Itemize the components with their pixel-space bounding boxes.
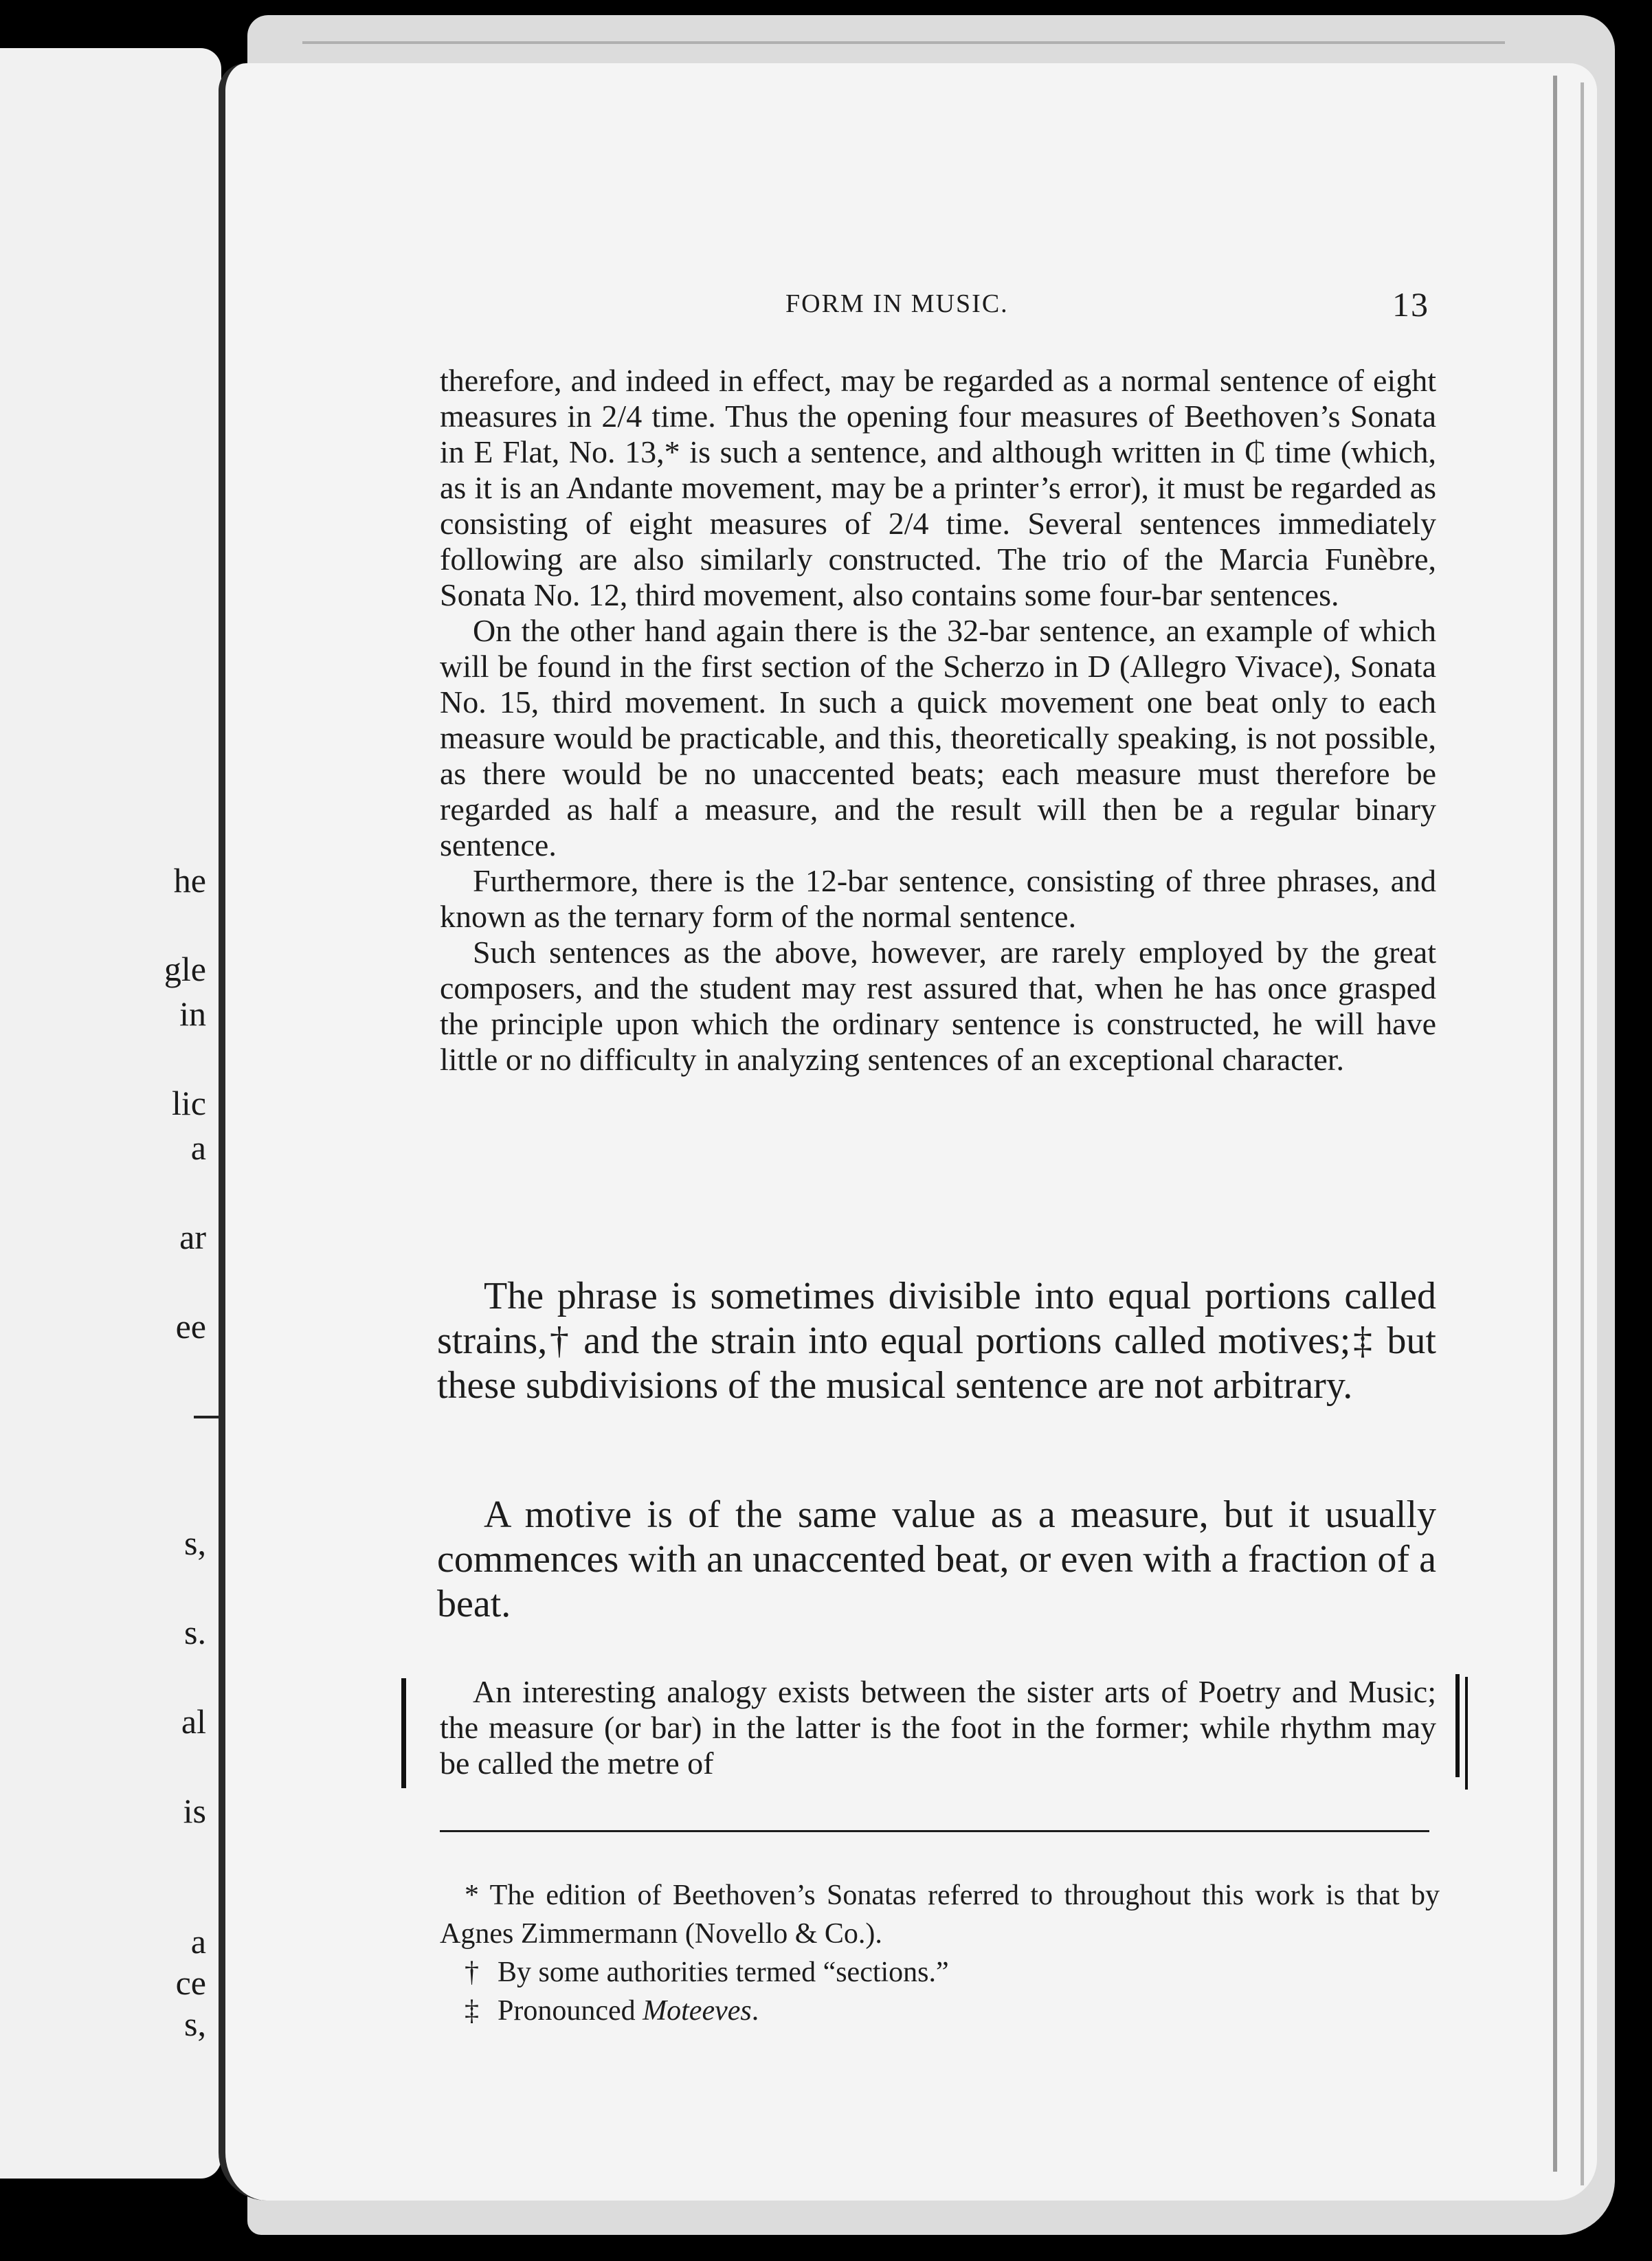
margin-bar <box>1455 1674 1460 1777</box>
footnote-mark: ‡ <box>465 1995 479 2027</box>
paragraph: therefore, and indeed in effect, may be regarded as a normal sentence of eight measures in 2/4 time. Thus the opening four measures of Beethoven’s Sonata in E Flat, No. 13,* is such a sentence, and although written in ₵ time (which, as it is an Andante movement, may be a printer’s error), it must be regarded as consisting of eight measures of 2/4 time. Several sentences immediately following are also similarly constructed. The trio of the Marcia Funèbre, Sonata No. 12, third movement, also contains some four-bar sentences. <box>440 363 1436 612</box>
footnote <box>440 1992 1440 2030</box>
margin-bar <box>1465 1677 1468 1790</box>
body-text <box>440 363 1436 1078</box>
page-edge-line <box>1553 76 1557 2172</box>
paragraph: An interesting analogy exists between the sister arts of Poetry and Music; the measure (or bar) in the latter is the foot in the former; while rhythm may be called the metre of <box>440 1674 1436 1781</box>
facing-page-fragment: a <box>190 1922 206 1961</box>
facing-page-fragment: gle <box>164 950 206 988</box>
footnotes <box>440 1876 1440 2030</box>
facing-page-fragment: is <box>183 1792 206 1830</box>
footnote <box>440 1953 1440 1992</box>
facing-page-fragment: ce <box>175 1963 206 2002</box>
footnote-text: By some authorities termed “sections.” <box>498 1957 949 1988</box>
footnote-mark: † <box>465 1957 479 1988</box>
facing-page-fragment: ar <box>179 1218 206 1256</box>
facing-page-fragment: al <box>181 1702 206 1741</box>
facing-page-fragment: s, <box>184 2005 206 2043</box>
facing-page-fragment: s, <box>184 1524 206 1562</box>
facing-page-fragment: ee <box>175 1307 206 1346</box>
paragraph: A motive is of the same value as a measure, but it usually commences with an unaccented beat, or even with a fraction of a beat. <box>437 1493 1436 1625</box>
facing-page-fragment: in <box>179 994 206 1033</box>
margin-bar <box>401 1678 406 1788</box>
paragraph: Furthermore, there is the 12-bar sentence, consisting of three phrases, and known as the ternary form of the normal sentence. <box>440 863 1436 934</box>
footnote-rule <box>440 1830 1429 1832</box>
facing-page-rule <box>194 1416 221 1418</box>
principle-paragraph <box>437 1274 1436 1408</box>
footnote: * The edition of Beethoven’s Sonatas referred to throughout this work is that by Agnes Zimmermann (Novello & Co.). <box>440 1880 1440 1950</box>
marked-paragraph <box>440 1674 1436 1781</box>
page-number: 13 <box>1392 285 1429 324</box>
paragraph: On the other hand again there is the 32-bar sentence, an example of which will be found in the first section of the Scherzo in D (Allegro Vivace), Sonata No. 15, third movement. In such a quick movement one beat only to each measure would be practicable, and this, theoretically speaking, is not possible, as there would be no unaccented beats; each measure must therefore be regarded as half a measure, and the result will then be a regular binary sentence. <box>440 613 1436 862</box>
footnote-text: Pronounced <box>498 1995 643 2027</box>
footnote-italic: Moteeves <box>643 1995 752 2027</box>
facing-page-fragment: he <box>173 861 206 900</box>
paragraph: The phrase is sometimes divisible into equal portions called strains,† and the strain into equal portions called motives;‡ but these subdivisions of the musical sentence are not arbitrary. <box>437 1275 1436 1407</box>
facing-page-fragment: s. <box>184 1613 206 1651</box>
facing-page-edge <box>0 48 221 2179</box>
facing-page-fragment: a <box>190 1128 206 1167</box>
paragraph: Such sentences as the above, however, are rarely employed by the great composers, and the student may rest assured that, when he has once grasped the principle upon which the ordinary sentence is constructed, he will have little or no difficulty in analyzing sentences of an exceptional character. <box>440 935 1436 1077</box>
page-edge-line <box>302 41 1505 44</box>
page-edge-line <box>1581 82 1584 2185</box>
footnote-text: . <box>751 1995 759 2027</box>
facing-page-fragment: lic <box>172 1084 206 1122</box>
running-title: FORM IN MUSIC. <box>785 289 1009 318</box>
principle-paragraph <box>437 1493 1436 1627</box>
